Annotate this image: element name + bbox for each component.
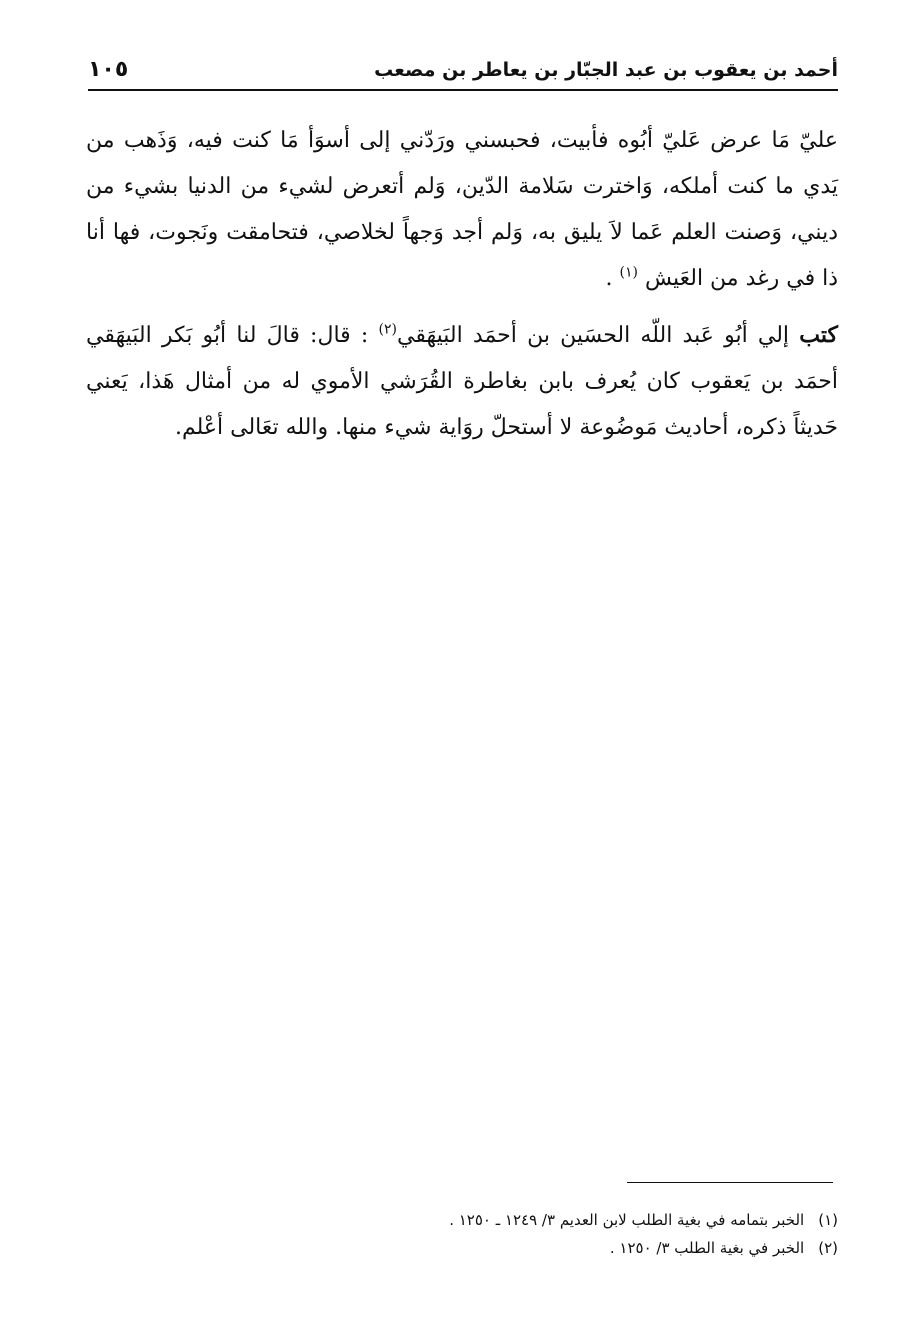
footnote-reference-2: (٢) [378, 321, 397, 338]
running-title: أحمد بن يعقوب بن عبد الجبّار بن يعاطر بن مصعب [374, 59, 838, 81]
footnote-reference-1: (١) [619, 264, 638, 281]
paragraph-tail: . [605, 266, 620, 291]
paragraph-2 [86, 312, 838, 451]
page-number: ١٠٥ [88, 57, 129, 82]
footnote-number: (٢) [818, 1239, 838, 1257]
paragraph-text: إلي أبُو عَبد اللّه الحسَين بن أحمَد البَيهَقي [396, 323, 800, 348]
footnote-separator [627, 1182, 833, 1183]
footnote-2 [86, 1234, 838, 1262]
running-header [88, 55, 838, 91]
paragraph-1 [86, 118, 838, 302]
footnote-1 [86, 1206, 838, 1234]
paragraph-text: عليّ مَا عرض عَليّ أبُوه فأبيت، فحبسني ورَدّني إلى أسوَأ مَا كنت فيه، وَذَهب من يَدي ما كنت أملكه، وَاخترت سَلامة الدّين، وَلم أتعرض لشيء من الدنيا بشيء من ديني، وَصنت العلم عَما لاَ يليق به، وَلم أجد وَجهاً لخلاصي، فتحامقت ونَجوت، فها أنا ذا في رغد من العَيش [86, 128, 838, 291]
paragraph-tail: : قال: قالَ لنا أبُو بَكر البَيهَقي أحمَد بن يَعقوب كان يُعرف بابن بغاطرة القُرَشي الأموي له من أمثال هَذا، يَعني حَديثاً ذكره، أحاديث مَوضُوعة لا أستحلّ روَاية شيء منها. والله تعَالى أعْلم. [86, 323, 838, 440]
main-text [86, 118, 838, 461]
footnotes [86, 1206, 838, 1262]
paragraph-lead-word: كتب [799, 322, 838, 348]
footnote-text: الخبر بتمامه في بغية الطلب لابن العديم ٣/ ١٢٤٩ ـ ١٢٥٠ . [449, 1211, 805, 1229]
footnote-number: (١) [818, 1211, 838, 1229]
header-rule [88, 89, 838, 91]
footnote-text: الخبر في بغية الطلب ٣/ ١٢٥٠ . [609, 1239, 805, 1257]
